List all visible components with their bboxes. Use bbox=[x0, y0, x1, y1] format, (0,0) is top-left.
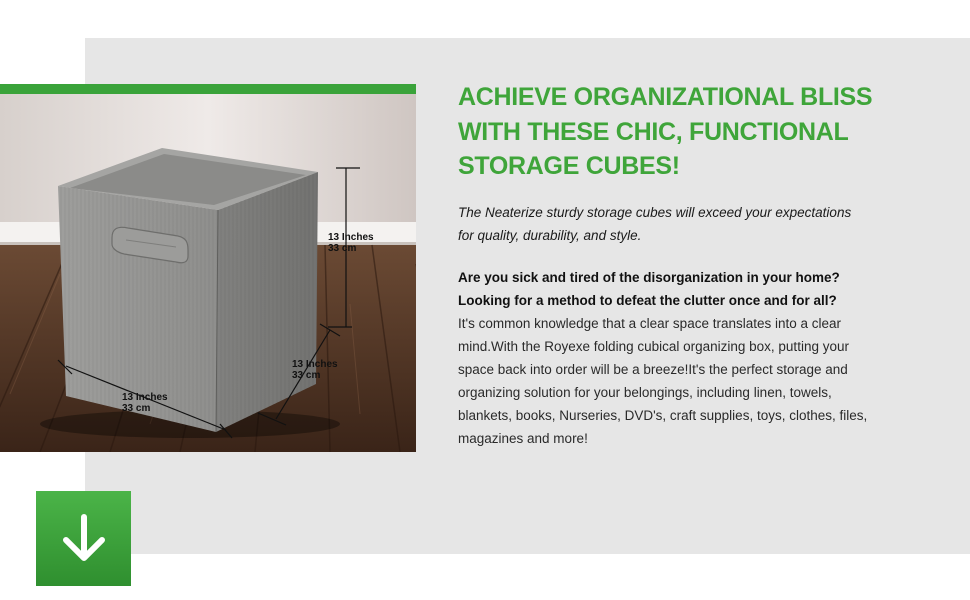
intro-line: for quality, durability, and style. bbox=[458, 228, 642, 243]
depth-inches-label: 13 Inches bbox=[292, 359, 338, 370]
body-line: space back into order will be a breeze!It's the perfect storage and bbox=[458, 362, 848, 377]
intro-paragraph bbox=[458, 201, 868, 247]
heading-line: STORAGE CUBES! bbox=[458, 152, 680, 180]
question-line: Looking for a method to defeat the clutter once and for all? bbox=[458, 293, 837, 308]
body-line: organizing solution for your belongings, including linen, towels, bbox=[458, 385, 832, 400]
body-line: It's common knowledge that a clear space translates into a clear bbox=[458, 316, 842, 331]
heading-line: ACHIEVE ORGANIZATIONAL BLISS bbox=[458, 83, 873, 111]
width-inches-label: 13 Inches bbox=[122, 392, 168, 403]
body-line: magazines and more! bbox=[458, 431, 588, 446]
height-cm-label: 33 cm bbox=[328, 243, 357, 254]
body-line: blankets, books, Nurseries, DVD's, craft supplies, toys, clothes, files, bbox=[458, 408, 868, 423]
image-accent-bar bbox=[0, 84, 416, 94]
heading-line: WITH THESE CHIC, FUNCTIONAL bbox=[458, 117, 849, 146]
scroll-down-button[interactable] bbox=[36, 491, 131, 586]
width-cm-label: 33 cm bbox=[122, 403, 151, 414]
depth-cm-label: 33 cm bbox=[292, 370, 321, 381]
question-paragraph bbox=[458, 266, 878, 312]
intro-line: The Neaterize sturdy storage cubes will exceed your expectations bbox=[458, 205, 852, 220]
arrow-down-icon bbox=[60, 513, 108, 565]
body-paragraph bbox=[458, 312, 868, 450]
height-inches-label: 13 Inches bbox=[328, 232, 374, 243]
body-line: mind.With the Royexe folding cubical organizing box, putting your bbox=[458, 339, 849, 354]
main-heading bbox=[458, 80, 938, 184]
question-line: Are you sick and tired of the disorganization in your home? bbox=[458, 270, 840, 285]
storage-cube-image bbox=[0, 94, 416, 452]
